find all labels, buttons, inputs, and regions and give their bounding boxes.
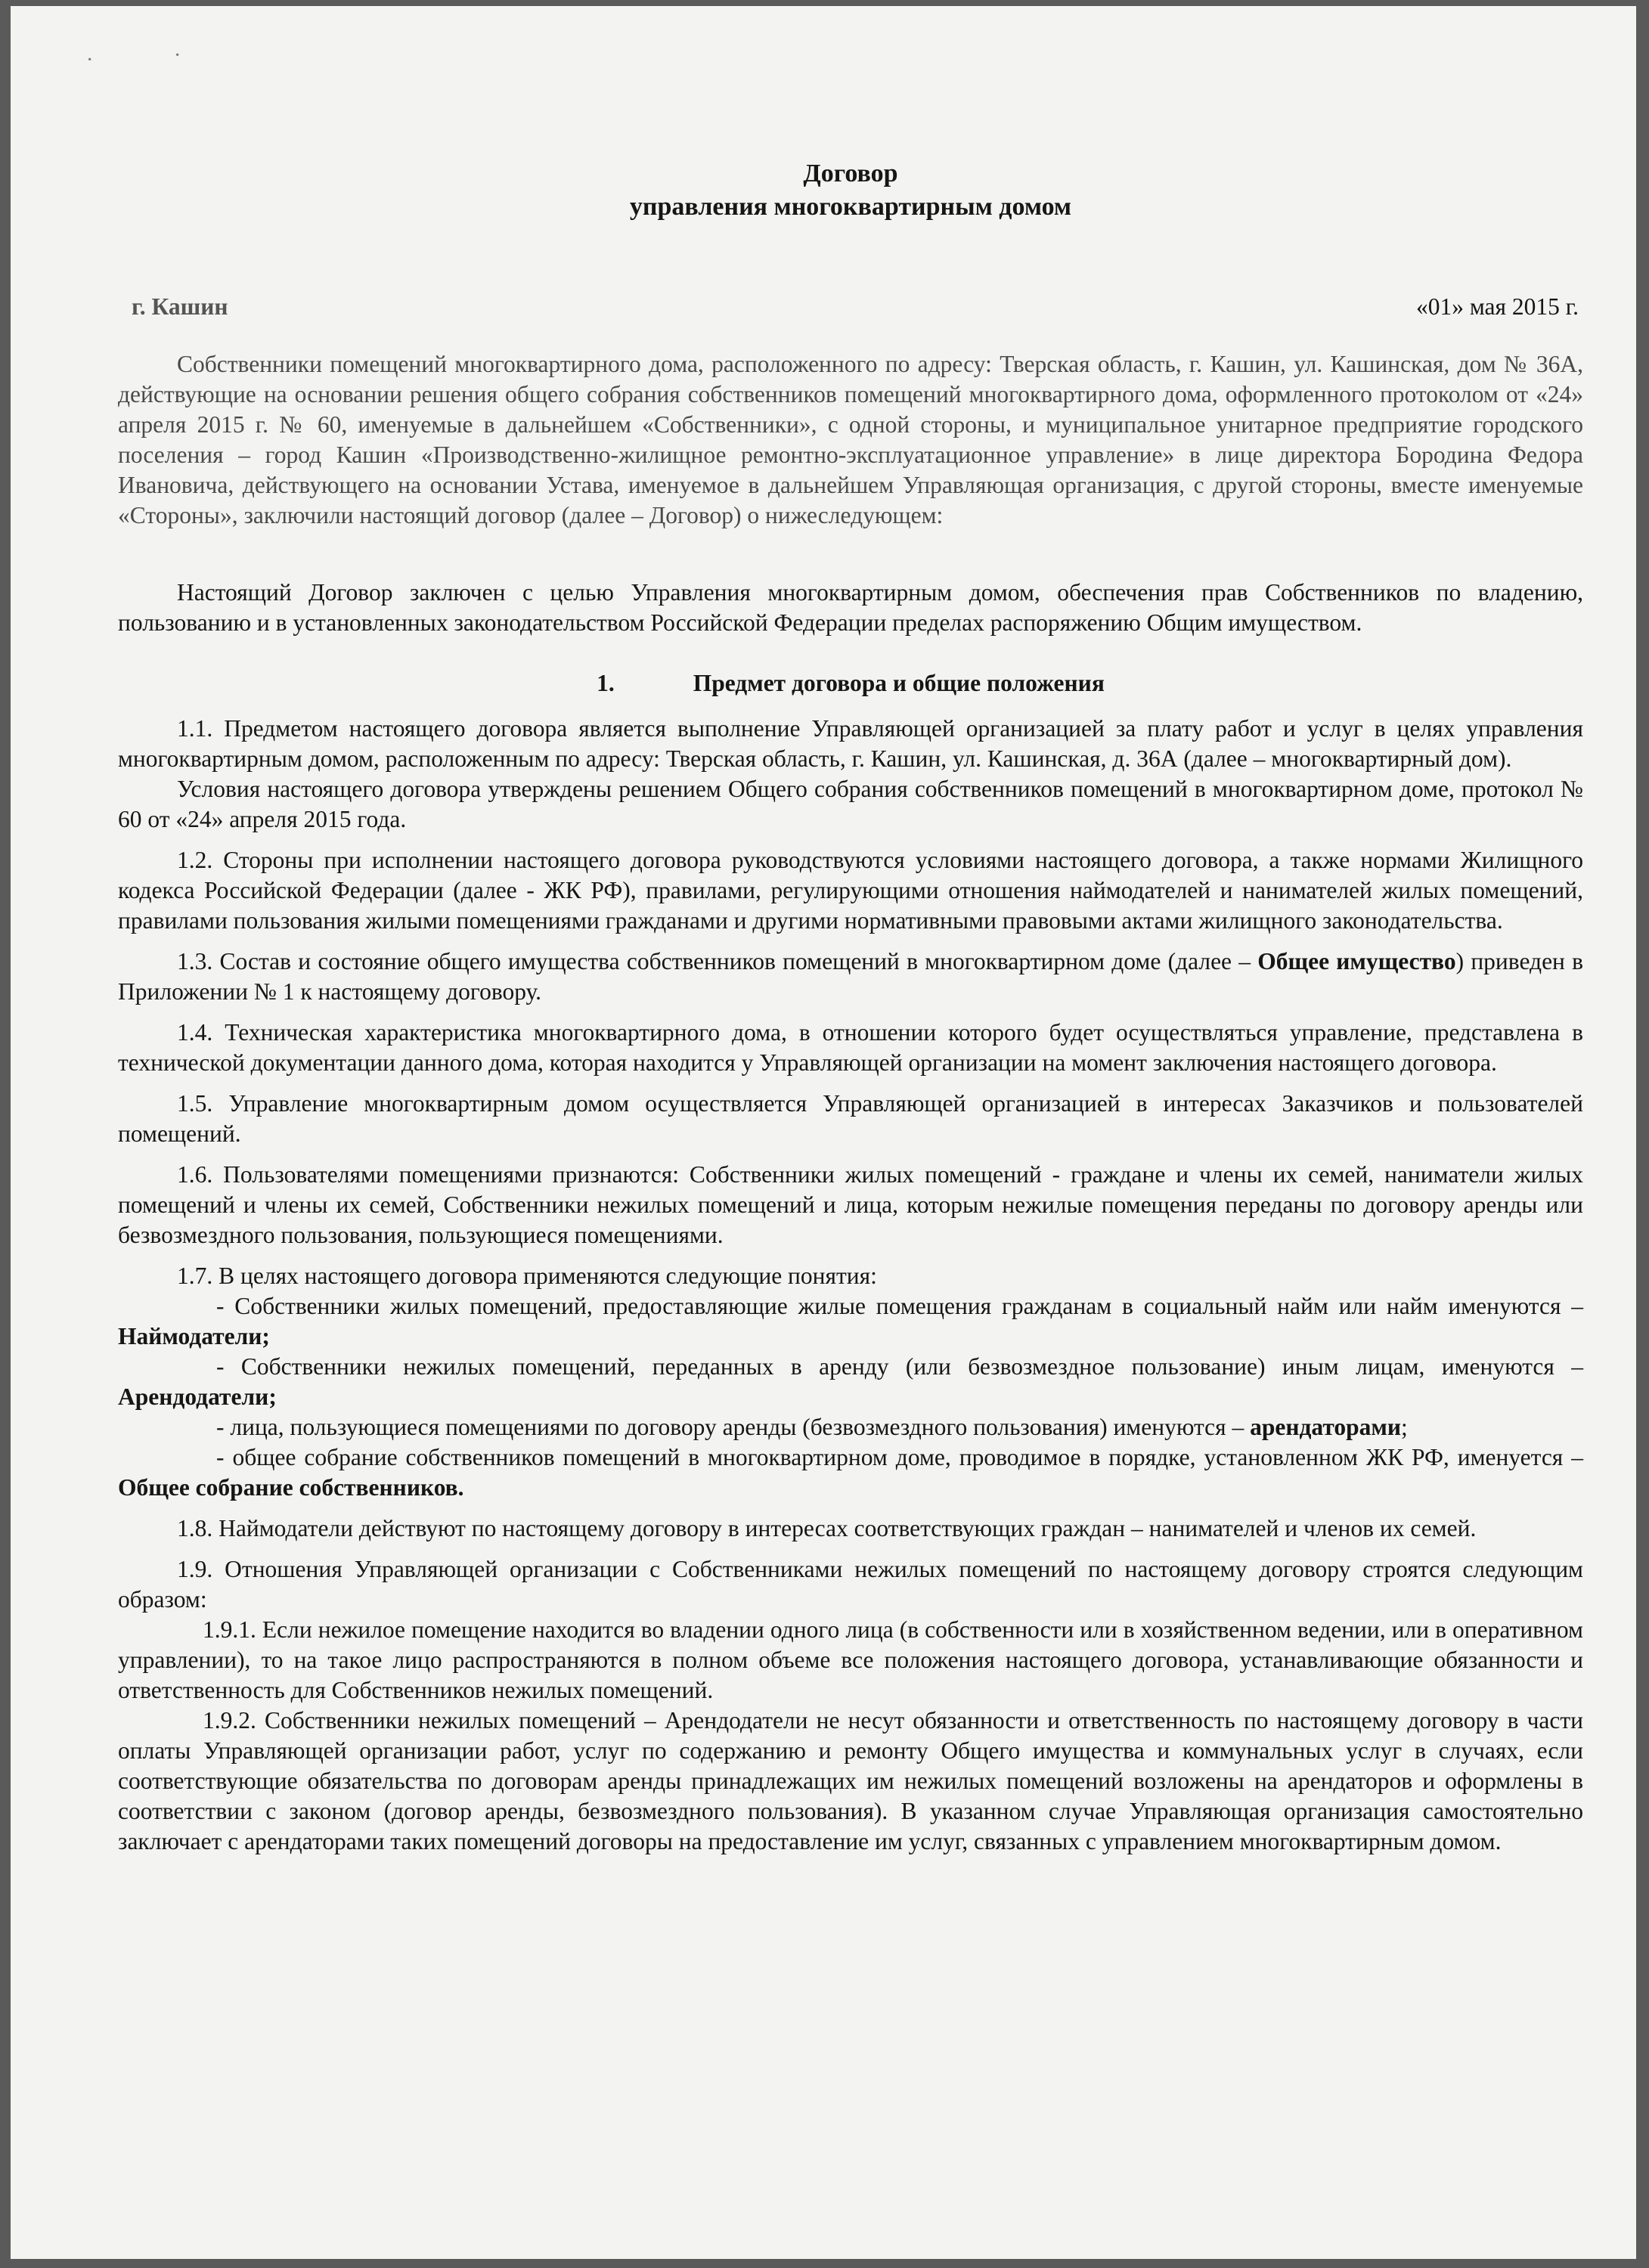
clause-1-4: 1.4. Техническая характеристика многоквартирного дома, в отношении которого будет осуществляться управление, представлена в технической документации данного дома, которая находится у Управляющей организации на момент заключения настоящего договора. [118,1019,1583,1076]
clause-1-5: 1.5. Управление многоквартирным домом осуществляется Управляющей организацией в интересах Заказчиков и пользователей помещений. [118,1090,1583,1147]
definition-text: - Собственники жилых помещений, предоставляющие жилые помещения гражданам в социальный найм или найм именуются – [216,1293,1583,1319]
definition-item [118,1412,1583,1442]
term-common-property: Общее имущество [1257,948,1456,974]
definition-term: Наймодатели; [118,1323,270,1349]
preamble: Собственники помещений многоквартирного дома, расположенного по адресу: Тверская область, г. Кашин, ул. Кашинская, дом № 36А, действующие на основании решения общего собрания собственников помещений многоквартирного дома, оформленного протоколом от «24» апреля 2015 г. № 60, именуемые в дальнейшем «Собственники», с одной стороны, и муниципальное унитарное предприятие городского поселения – город Кашин «Производственно-жилищное ремонтно-эксплуатационное управление» в лице директора Бородина Федора Ивановича, действующего на основании Устава, именуемое в дальнейшем Управляющая организация, с другой стороны, вместе именуемые «Стороны», заключили настоящий договор (далее – Договор) о нижеследующем: [118,351,1583,528]
scan-speck: · [86,48,94,72]
clause-text: ) приведен в Приложении № 1 к настоящему договору. [118,948,1584,1005]
clause-1-2: 1.2. Стороны при исполнении настоящего договора руководствуются условиями настоящего договора, а также нормами Жилищного кодекса Российской Федерации (далее - ЖК РФ), правилами, регулирующими отношения наймодателей и нанимателей жилых помещений, правилами пользования жилыми помещениями гражданами и другими нормативными правовыми актами жилищного законодательства. [118,847,1583,934]
definition-term: Арендодатели; [118,1383,277,1410]
clause-1-8: 1.8. Наймодатели действуют по настоящему договору в интересах соответствующих граждан – нанимателей и членов их семей. [177,1515,1477,1541]
definition-text: - лица, пользующиеся помещениями по договору аренды (безвозмездного пользования) именуются – [216,1414,1251,1440]
definition-text: ; [1401,1414,1408,1440]
definition-text: - Собственники нежилых помещений, переданных в аренду (или безвозмездное пользование) иным лицам, именуются – [216,1353,1583,1380]
document-body [118,157,1583,1857]
clause-1-6: 1.6. Пользователями помещениями признаются: Собственники жилых помещений - граждане и члены их семей, наниматели жилых помещений и члены их семей, Собственники нежилых помещений и лица, которым нежилые помещения переданы по договору аренды или безвозмездного пользования, пользующиеся помещениями. [118,1161,1583,1248]
clause-1-9-2: 1.9.2. Собственники нежилых помещений – Арендодатели не несут обязанности и ответственность по настоящему договору в части оплаты Управляющей организации работ, услуг по содержанию и ремонту Общего имущества и коммунальных услуг в случаях, если соответствующие обязательства по договорам аренды принадлежащих им нежилых помещений возложены на арендаторов и оформлены в соответствии с законом (договор аренды, безвозмездного пользования). В указанном случае Управляющая организация самостоятельно заключает с арендаторами таких помещений договоры на предоставление им услуг, связанных с управлением многоквартирным домом. [118,1707,1583,1854]
scan-speck: · [174,44,181,67]
clause-1-1: 1.1. Предметом настоящего договора является выполнение Управляющей организацией за плату работ и услуг в целях управления многоквартирным домом, расположенным по адресу: Тверская область, г. Кашин, ул. Кашинская, д. 36А (далее – многоквартирный дом). [118,715,1583,772]
definition-text: - общее собрание собственников помещений в многоквартирном доме, проводимое в порядке, установленном ЖК РФ, именуется – [216,1444,1583,1470]
contract-date: «01» мая 2015 г. [1415,293,1579,320]
document-title: Договор [803,160,898,187]
place-date-line [118,292,1583,322]
section-title: Предмет договора и общие положения [693,670,1105,696]
clause-1-3 [118,947,1583,1007]
document-subtitle: управления многоквартирным домом [629,193,1072,221]
clause-1-7: 1.7. В целях настоящего договора применяются следующие понятия: [177,1263,877,1289]
clause-1-9-1: 1.9.1. Если нежилое помещение находится во владении одного лица (в собственности или в хозяйственном ведении, или в оперативном управлении), то на такое лицо распространяются в полном объеме все положения настоящего договора, устанавливающие обязанности и ответственность для Собственников нежилых помещений. [118,1616,1583,1703]
clause-1-9: 1.9. Отношения Управляющей организации с Собственниками нежилых помещений по настоящему договору строятся следующим образом: [118,1556,1583,1613]
definition-term: Общее собрание собственников. [118,1474,464,1501]
document-page [11,6,1636,2259]
city: г. Кашин [132,293,228,320]
definition-item [118,1291,1583,1352]
clause-text: 1.3. Состав и состояние общего имущества собственников помещений в многоквартирном доме (далее – [177,948,1258,974]
definition-item [118,1352,1583,1412]
definition-item [118,1442,1583,1503]
clause-1-1-approval: Условия настоящего договора утверждены решением Общего собрания собственников помещений в многоквартирном доме, протокол № 60 от «24» апреля 2015 года. [118,776,1583,832]
section-heading [118,668,1583,699]
purpose-paragraph: Настоящий Договор заключен с целью Управления многоквартирным домом, обеспечения прав Собственников по владению, пользованию и в установленных законодательством Российской Федерации пределах распоряжению Общим имуществом. [118,579,1583,636]
section-number: 1. [597,670,615,696]
definition-term: арендаторами [1250,1414,1402,1440]
